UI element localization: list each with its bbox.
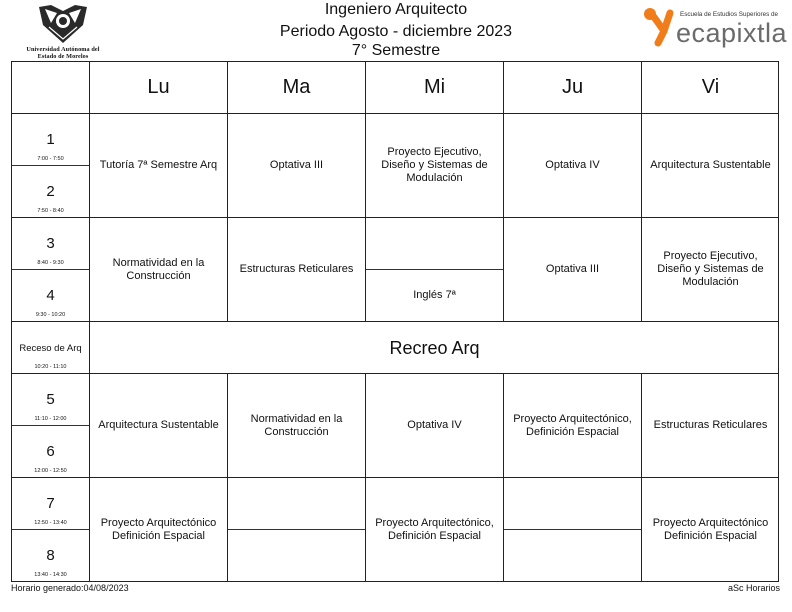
period-time: 7:50 - 8:40 bbox=[37, 208, 64, 214]
period-time: 9:30 - 10:20 bbox=[35, 312, 66, 318]
university-name-line2: Estado de Morelos bbox=[37, 53, 89, 60]
uaem-seal-icon bbox=[37, 3, 89, 45]
day-header-mi: Mi bbox=[423, 76, 446, 98]
grid-line bbox=[504, 529, 642, 530]
timetable bbox=[11, 61, 779, 582]
software-credit: aSc Horarios bbox=[727, 583, 780, 593]
ees-yecapixtla-logo bbox=[642, 5, 788, 48]
university-name-line1: Universidad Autónoma del bbox=[26, 46, 100, 53]
class-cell: Proyecto Ejecutivo, Diseño y Sistemas de Modulación bbox=[381, 146, 488, 184]
period-time: 12:50 - 13:40 bbox=[34, 520, 67, 526]
class-cell: Optativa III bbox=[269, 159, 324, 171]
grid-line bbox=[228, 529, 366, 530]
school-name-small: Escuela de Estudios Superiores de bbox=[680, 11, 779, 18]
class-cell: Estructuras Reticulares bbox=[239, 263, 354, 275]
class-cell: Estructuras Reticulares bbox=[653, 419, 768, 431]
schedule-title-block bbox=[196, 0, 596, 59]
day-header-ma: Ma bbox=[282, 76, 311, 98]
generated-date: Horario generado:04/08/2023 bbox=[11, 583, 129, 593]
day-header-lu: Lu bbox=[147, 76, 170, 98]
period-number: 1 bbox=[46, 131, 55, 148]
period-time: 10:20 - 11:10 bbox=[34, 364, 67, 370]
period-number: 8 bbox=[46, 547, 55, 564]
day-header-ju: Ju bbox=[561, 76, 584, 98]
period-title: Periodo Agosto - diciembre 2023 bbox=[279, 23, 513, 40]
class-cell: Normatividad en la Construcción bbox=[250, 412, 343, 438]
class-cell: Proyecto Arquitectónico Definición Espacial bbox=[100, 517, 217, 542]
period-number: 7 bbox=[46, 495, 55, 512]
class-cell: Proyecto Arquitectónico, Definición Espacial bbox=[513, 412, 632, 438]
class-cell: Proyecto Arquitectónico Definición Espacial bbox=[652, 517, 769, 542]
class-cell: Normatividad en la Construcción bbox=[112, 256, 205, 282]
semester-title: 7° Semestre bbox=[351, 42, 441, 59]
period-time: 8:40 - 9:30 bbox=[37, 260, 64, 266]
class-cell: Optativa IV bbox=[407, 419, 462, 431]
uaem-logo bbox=[11, 3, 115, 59]
class-cell: Arquitectura Sustentable bbox=[98, 419, 219, 431]
grid-line bbox=[12, 321, 779, 322]
class-cell: Arquitectura Sustentable bbox=[650, 159, 771, 171]
grid-line bbox=[12, 165, 90, 166]
grid-line bbox=[12, 269, 90, 270]
period-number: 6 bbox=[46, 443, 55, 460]
class-cell: Optativa IV bbox=[545, 159, 600, 171]
period-time: 13:40 - 14:30 bbox=[34, 572, 67, 578]
period-number: 2 bbox=[46, 183, 55, 200]
class-cell: Proyecto Arquitectónico, Definición Espacial bbox=[375, 517, 494, 542]
page-header bbox=[0, 0, 792, 60]
period-number: 5 bbox=[46, 391, 55, 408]
class-cell: Proyecto Ejecutivo, Diseño y Sistemas de Modulación bbox=[657, 250, 764, 288]
class-cell: Inglés 7ª bbox=[413, 289, 456, 301]
class-cell: Tutoría 7ª Semestre Arq bbox=[99, 159, 218, 171]
period-time: 11:10 - 12:00 bbox=[34, 416, 67, 422]
program-title: Ingeniero Arquitecto bbox=[324, 1, 468, 18]
period-time: 7:00 - 7:50 bbox=[37, 156, 64, 162]
grid-line bbox=[12, 425, 90, 426]
recess-banner: Recreo Arq bbox=[389, 338, 480, 358]
period-number: 4 bbox=[46, 287, 55, 304]
period-time: 12:00 - 12:50 bbox=[34, 468, 67, 474]
school-brand: ecapixtla bbox=[676, 18, 788, 48]
recess-period-label: Receso de Arq bbox=[19, 343, 82, 354]
day-header-vi: Vi bbox=[701, 76, 720, 98]
grid-line bbox=[12, 529, 90, 530]
class-cell: Optativa III bbox=[545, 263, 600, 275]
period-number: 3 bbox=[46, 235, 55, 252]
